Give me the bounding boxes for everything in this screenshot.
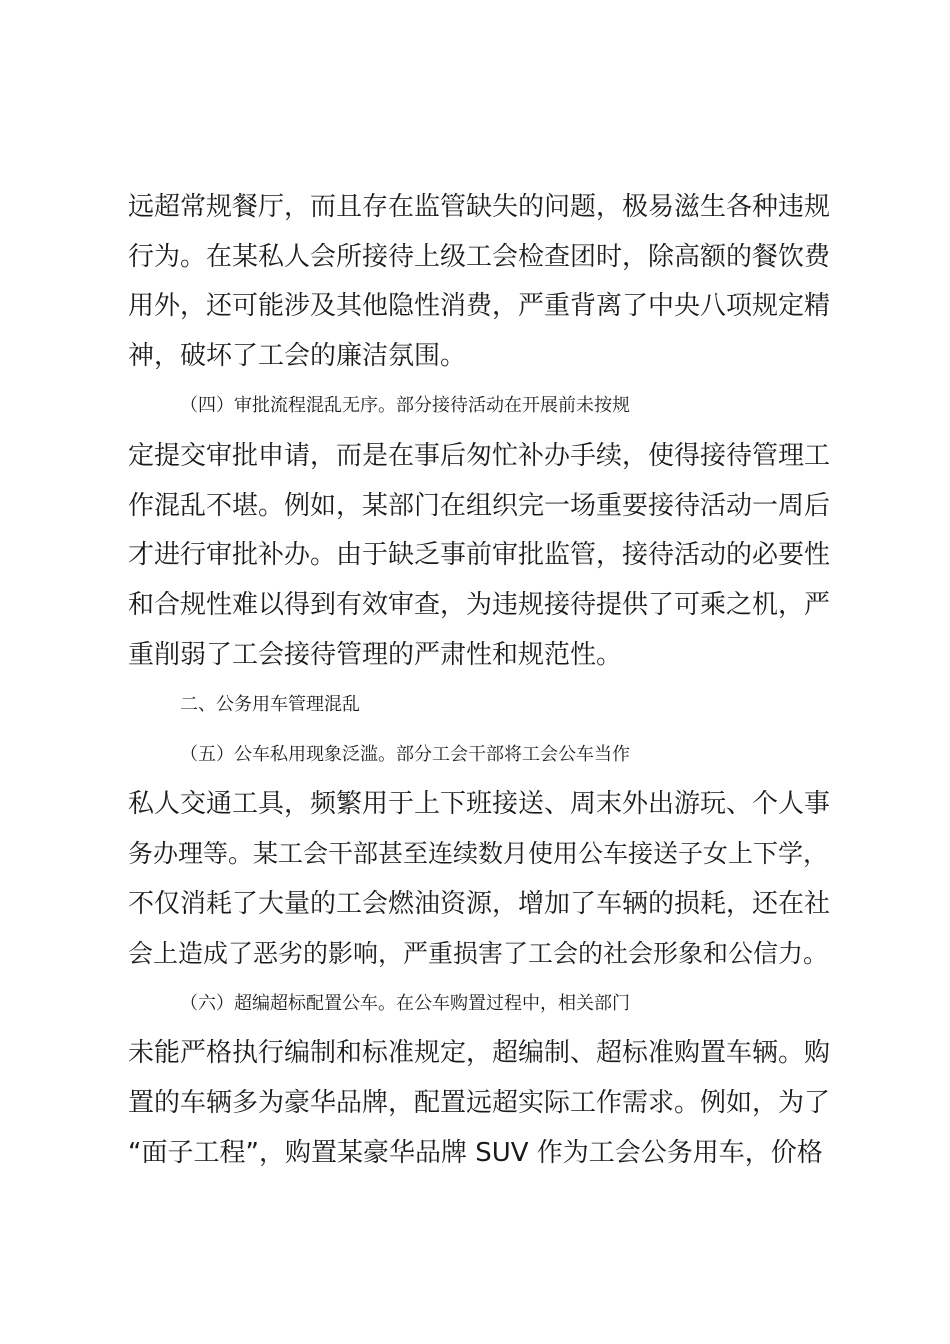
body-text-line: 才进行审批补办。由于缺乏事前审批监管，接待活动的必要性 — [128, 540, 831, 570]
section-heading: 二、公务用车管理混乱 — [180, 694, 360, 715]
body-text-line: “面子工程”，购置某豪华品牌 SUV 作为工会公务用车，价格 — [128, 1138, 823, 1168]
body-text-line: 重削弱了工会接待管理的严肃性和规范性。 — [128, 640, 623, 670]
body-text-line: 和合规性难以得到有效审查，为违规接待提供了可乘之机，严 — [128, 590, 831, 620]
body-text-line: 会上造成了恶劣的影响，严重损害了工会的社会形象和公信力。 — [128, 939, 829, 968]
body-text-line: 定提交审批申请，而是在事后匆忙补办手续，使得接待管理工 — [128, 441, 831, 471]
body-text-line: 神，破坏了工会的廉洁氛围。 — [128, 341, 467, 371]
paragraph-start-line: （五）公车私用现象泛滥。部分工会干部将工会公车当作 — [180, 744, 630, 765]
body-text-line: 远超常规餐厅，而且存在监管缺失的问题，极易滋生各种违规 — [128, 192, 831, 222]
body-text-line: 作混乱不堪。例如，某部门在组织完一场重要接待活动一周后 — [128, 491, 831, 521]
body-text-line: 未能严格执行编制和标准规定，超编制、超标准购置车辆。购 — [128, 1038, 831, 1068]
body-text-line: 置的车辆多为豪华品牌，配置远超实际工作需求。例如，为了 — [128, 1088, 831, 1118]
body-text-line: 行为。在某私人会所接待上级工会检查团时，除高额的餐饮费 — [128, 242, 831, 272]
body-text-line: 用外，还可能涉及其他隐性消费，严重背离了中央八项规定精 — [128, 291, 831, 321]
body-text-line: 务办理等。某工会干部甚至连续数月使用公车接送子女上下学， — [128, 839, 829, 868]
paragraph-start-line: （四）审批流程混乱无序。部分接待活动在开展前未按规 — [180, 395, 630, 416]
body-text-line: 私人交通工具，频繁用于上下班接送、周末外出游玩、个人事 — [128, 789, 831, 819]
body-text-line: 不仅消耗了大量的工会燃油资源，增加了车辆的损耗，还在社 — [128, 889, 831, 919]
paragraph-start-line: （六）超编超标配置公车。在公车购置过程中，相关部门 — [180, 993, 630, 1014]
